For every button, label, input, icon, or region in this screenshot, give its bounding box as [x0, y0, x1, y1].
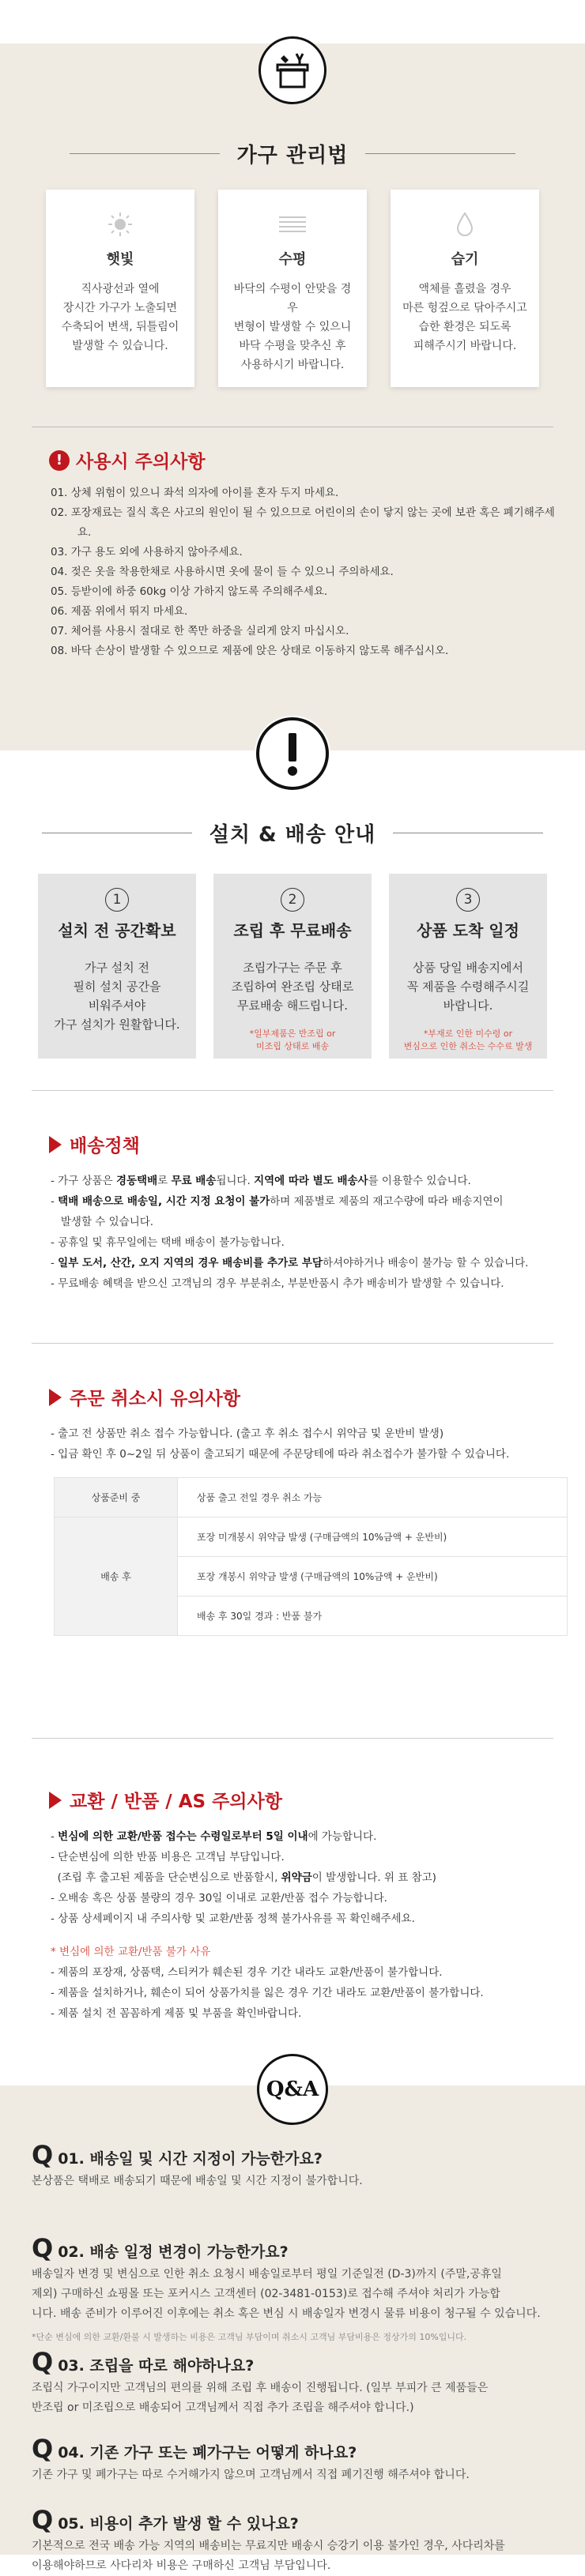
exchange-item-segment: 변심에 의한 교환/반품 접수는 수령일로부터 5일 이내: [58, 1830, 308, 1843]
caution-item: 04. 젖은 옷을 착용한채로 사용하시면 옷에 물이 들 수 있으니 주의하세요.: [51, 566, 394, 578]
delivery-item: [51, 1191, 572, 1212]
cancel-table-label: 상품준비 중: [55, 1478, 178, 1517]
droplet-icon: [402, 207, 528, 242]
delivery-item-segment: 지역에 따라 별도 배송사: [254, 1175, 368, 1187]
title-divider-right: [365, 153, 515, 154]
qa-answer-line: 기존 가구 및 폐가구는 따로 수거해가지 않으며 고객님께서 직접 폐기진행 해주셔야 합니다.: [32, 2469, 470, 2481]
warning-icon: !: [49, 450, 70, 471]
qa-q-mark: Q: [32, 2140, 54, 2170]
step-note: 미조립 상태로 배송: [255, 1041, 329, 1051]
step-card-assembly: [213, 874, 372, 1059]
care-card-line: 습한 환경은 되도록: [418, 321, 511, 333]
qa-question: 03. 조립을 따로 해야하나요?: [58, 2357, 255, 2375]
exchange-item: [51, 1847, 572, 1867]
triangle-marker-icon: [49, 1792, 62, 1809]
triangle-marker-icon: [49, 1389, 62, 1406]
sun-icon: [57, 207, 183, 242]
caution-item: 05. 등받이에 하중 60kg 이상 가하지 않도록 주의해주세요.: [51, 585, 328, 598]
exchange-reason-title: * 변심에 의한 교환/반품 불가 사유: [51, 1946, 211, 1958]
care-card-line: 장시간 가구가 노출되면: [62, 302, 178, 314]
qa-question: 02. 배송 일정 변경이 가능한가요?: [58, 2243, 289, 2261]
delivery-item-segment: -: [51, 1257, 58, 1269]
delivery-item-segment: 로: [157, 1175, 172, 1187]
qa-q-mark: Q: [32, 2347, 54, 2377]
install-title: 설치 & 배송 안내: [209, 823, 376, 847]
cancel-table-cell: 포장 미개봉시 위약금 발생 (구매금액의 10%금액 + 운반비): [178, 1517, 568, 1557]
triangle-marker-icon: [49, 1136, 62, 1153]
exchange-item-segment: 에 가능합니다.: [308, 1830, 377, 1843]
care-card-line: 직사광선과 열에: [81, 283, 160, 295]
care-card-line: 변형이 발생할 수 있으니: [233, 321, 352, 333]
delivery-item-segment: - 무료배송 혜택을 받으신 고객님의 경우 부분취소, 부분반품시 추가 배송비가 발생할 수 있습니다.: [51, 1277, 504, 1290]
qa-answer-line: 이용해야하므로 사다리차 비용은 구매하신 고객님 부담입니다.: [32, 2559, 331, 2572]
caution-item: 02. 포장재료는 질식 혹은 사고의 원인이 될 수 있으므로 어린이의 손이 닿지 않는 곳에 보관 혹은 폐기해주세요.: [51, 506, 555, 539]
qa-answer-line: 반조립 or 미조립으로 배송되어 고객님께서 직접 추가 조립을 해주셔야 합니다.): [32, 2401, 414, 2414]
caution-item: 01. 상체 위험이 있으니 좌석 의자에 아이를 혼자 두지 마세요.: [51, 487, 339, 499]
step-card-space: [38, 874, 196, 1059]
qa-item: [32, 2142, 561, 2191]
delivery-item-segment: 택배 배송으로 배송일, 시간 지정 요청이 불가: [58, 1195, 270, 1208]
cancel-table-cell: 배송 후 30일 경과 : 반품 불가: [178, 1596, 568, 1636]
delivery-item: [51, 1232, 572, 1253]
furniture-tools-icon: [259, 36, 326, 104]
cancel-table-cell: 포장 개봉시 위약금 발생 (구매금액의 10%금액 + 운반비): [178, 1557, 568, 1596]
step-line: 가구 설치 전: [85, 961, 149, 975]
caution-item: 03. 가구 용도 외에 사용하지 않아주세요.: [51, 546, 243, 558]
care-card-line: 수축되어 변색, 뒤틀림이: [61, 321, 179, 333]
step-card-arrival: [389, 874, 547, 1059]
qa-answer-line: 니다. 배송 준비가 이루어진 이후에는 취소 혹은 변심 시 배송일자 변경시 물류 비용이 청구될 수 있습니다.: [32, 2307, 541, 2320]
exchange-item-segment: - 상품 상세페이지 내 주의사항 및 교환/반품 정책 불가사유를 꼭 확인해주세요.: [51, 1912, 415, 1925]
delivery-item-segment: 됩니다.: [216, 1175, 255, 1187]
delivery-item-segment: - 가구 상품은: [51, 1175, 116, 1187]
exchange-reason: - 제품을 설치하거나, 훼손이 되어 상품가치를 잃은 경우 기간 내라도 교환/반품이 불가합니다.: [51, 1987, 484, 1999]
delivery-item: [51, 1273, 572, 1294]
cancel-table-cell: 상품 출고 전일 경우 취소 가능: [178, 1478, 568, 1517]
care-card-line: 마른 헝겊으로 닦아주시고: [402, 302, 527, 314]
qa-answer-line: 본상품은 택배로 배송되기 때문에 배송일 및 시간 지정이 불가합니다.: [32, 2175, 363, 2187]
exchange-item: [51, 1908, 572, 1929]
exchange-item-segment: (조립 후 출고된 제품을 단순변심으로 반품할시,: [51, 1871, 281, 1884]
qa-item: [32, 2507, 561, 2576]
delivery-item-segment: 무료 배송: [171, 1175, 217, 1187]
order-cancel-section: [0, 1343, 585, 1738]
care-title: 가구 관리법: [236, 144, 349, 167]
delivery-item-segment: 하며 제품별로 제품의 재고수량에 따라 배송지연이: [270, 1195, 504, 1208]
exchange-item-segment: - 단순변심에 의한 반품 비용은 고객님 부담입니다.: [51, 1851, 285, 1863]
exchange-item-segment: -: [51, 1830, 58, 1843]
care-card-sunlight: [46, 190, 194, 387]
step-line: 상품 당일 배송지에서: [413, 961, 523, 975]
step-number: 3: [456, 888, 480, 912]
step-line: 비워주셔야: [88, 998, 146, 1013]
care-card-title: 습기: [451, 251, 479, 268]
exchange-item-segment: 이 발생합니다. 위 표 참고): [311, 1871, 436, 1884]
qa-section: [0, 2038, 585, 2572]
exchange-item: [51, 1867, 572, 1888]
exchange-reason: - 제품 설치 전 꼼꼼하게 제품 및 부품을 확인바랍니다.: [51, 2007, 302, 2020]
delivery-item: [51, 1171, 572, 1191]
qa-answer-line: 배송일자 변경 및 변심으로 인한 취소 요청시 배송일로부터 평일 기준일전 (D-3)까지 (주말,공휴일: [32, 2268, 502, 2281]
qa-q-mark: Q: [32, 2233, 54, 2263]
step-number: 1: [105, 888, 129, 912]
care-card-title: 햇빛: [106, 251, 134, 268]
exchange-item: [51, 1888, 572, 1908]
care-card-line: 피해주시기 바랍니다.: [413, 340, 517, 352]
caution-title: 사용시 주의사항: [76, 452, 206, 472]
caution-item: 07. 체어를 사용시 절대로 한 쪽만 하중을 실리게 앉지 마십시오.: [51, 625, 349, 637]
qa-answer-line: 조립식 가구이지만 고객님의 편의를 위해 조립 후 배송이 진행됩니다. (일부 부피가 큰 제품들은: [32, 2382, 489, 2394]
qa-q-mark: Q: [32, 2434, 54, 2464]
order-cancel-item: - 입금 확인 후 0~2일 뒤 상품이 출고되기 때문에 주문당테에 따라 취소접수가 불가할 수 있습니다.: [51, 1448, 510, 1461]
care-section: [0, 0, 585, 419]
caution-section: [0, 419, 585, 687]
qa-item: [32, 2349, 561, 2418]
exchange-reason: - 제품의 포장재, 상품택, 스티커가 훼손된 경우 기간 내라도 교환/반품이 불가합니다.: [51, 1966, 443, 1979]
exclamation-icon: [255, 716, 330, 792]
delivery-item: [51, 1212, 572, 1232]
qa-q-mark: Q: [32, 2505, 54, 2535]
care-card-humidity: [391, 190, 539, 387]
qa-item: [32, 2233, 561, 2347]
title-divider-left: [70, 153, 220, 154]
exchange-item: [51, 1826, 572, 1847]
cancel-table-label: 배송 후: [55, 1517, 178, 1636]
step-note: *부재로 인한 미수령 or: [423, 1029, 513, 1039]
step-title: 조립 후 무료배송: [233, 921, 352, 940]
delivery-item-segment: 를 이용할수 있습니다.: [368, 1175, 471, 1187]
water-level-icon: [229, 207, 356, 242]
qa-note: *단순 변심에 의한 교환/환불 시 발생하는 비용은 고객님 부담이며 취소시 고객님 부담비용은 정상가의 10%입니다.: [32, 2332, 467, 2342]
exchange-item-segment: 위약금: [281, 1871, 312, 1884]
order-cancel-title: 주문 취소시 유의사항: [70, 1389, 240, 1409]
install-section: [0, 687, 585, 1090]
qa-question: 04. 기존 가구 또는 폐가구는 어떻게 하나요?: [58, 2444, 357, 2461]
delivery-item-segment: 경동택배: [115, 1175, 158, 1187]
exchange-section: [0, 1738, 585, 2038]
care-card-line: 사용하시기 바랍니다.: [240, 359, 345, 371]
step-line: 바랍니다.: [443, 998, 493, 1013]
qa-badge: [257, 2054, 328, 2125]
step-line: 무료배송 해드립니다.: [237, 998, 348, 1013]
delivery-item-segment: 하셔야하거나 배송이 불가능 할 수 있습니다.: [322, 1257, 529, 1269]
step-number: 2: [281, 888, 304, 912]
step-line: 꼭 제품을 수령해주시길: [406, 980, 530, 994]
step-note: 변심으로 인한 취소는 수수료 발생: [403, 1041, 533, 1051]
qa-answer-line: 제외) 구매하신 쇼핑몰 또는 포커시스 고객센터 (02-3481-0153)로 접수해 주셔야 처리가 가능합: [32, 2288, 500, 2300]
caution-item: 06. 제품 위에서 뛰지 마세요.: [51, 605, 188, 618]
delivery-item-segment: - 공휴일 및 휴무일에는 택배 배송이 불가능합니다.: [51, 1236, 285, 1249]
step-title: 상품 도착 일정: [417, 921, 519, 940]
exchange-title: 교환 / 반품 / AS 주의사항: [70, 1792, 282, 1812]
exchange-item-segment: - 오배송 혹은 상품 불량의 경우 30일 이내로 교환/반품 접수 가능합니다.: [51, 1892, 387, 1905]
step-note: *일부제품은 반조립 or: [249, 1029, 336, 1039]
step-line: 가구 설치가 원활합니다.: [54, 1017, 180, 1032]
step-line: 조립가구는 주문 후: [243, 961, 342, 975]
cancel-table: [54, 1477, 568, 1636]
care-card-line: 발생할 수 있습니다.: [72, 340, 168, 352]
delivery-item-segment: 발생할 수 있습니다.: [51, 1216, 154, 1228]
care-card-level: [218, 190, 367, 387]
step-title: 설치 전 공간확보: [58, 921, 176, 940]
caution-item: 08. 바닥 손상이 발생할 수 있으므로 제품에 앉은 상태로 이동하지 않도록 해주십시오.: [51, 645, 449, 657]
qa-question: 01. 배송일 및 시간 지정이 가능한가요?: [58, 2150, 323, 2168]
qa-question: 05. 비용이 추가 발생 할 수 있나요?: [58, 2515, 299, 2533]
delivery-item-segment: -: [51, 1195, 58, 1208]
care-card-line: 바닥 수평을 맞추신 후: [239, 340, 346, 352]
care-card-title: 수평: [278, 251, 307, 268]
delivery-title: 배송정책: [70, 1136, 140, 1156]
step-line: 조립하여 완조립 상태로: [231, 980, 354, 994]
delivery-item-segment: 일부 도서, 산간, 오지 지역의 경우 배송비를 추가로 부담: [58, 1257, 323, 1269]
qa-answer-line: 기본적으로 전국 배송 가능 지역의 배송비는 무료지만 배송시 승강기 이용 불가인 경우, 사다리차를: [32, 2540, 505, 2552]
order-cancel-item: - 출고 전 상품만 취소 접수 가능합니다. (출고 후 취소 접수시 위약금 및 운반비 발생): [51, 1427, 444, 1440]
qa-item: [32, 2436, 561, 2485]
care-card-line: 바닥의 수평이 안맞을 경우: [233, 283, 352, 314]
delivery-item: [51, 1253, 572, 1273]
step-line: 필히 설치 공간을: [73, 980, 161, 994]
delivery-section: [0, 1090, 585, 1343]
qa-badge-text: Q&A: [266, 2078, 319, 2101]
care-card-line: 액체를 흘렸을 경우: [418, 283, 511, 295]
